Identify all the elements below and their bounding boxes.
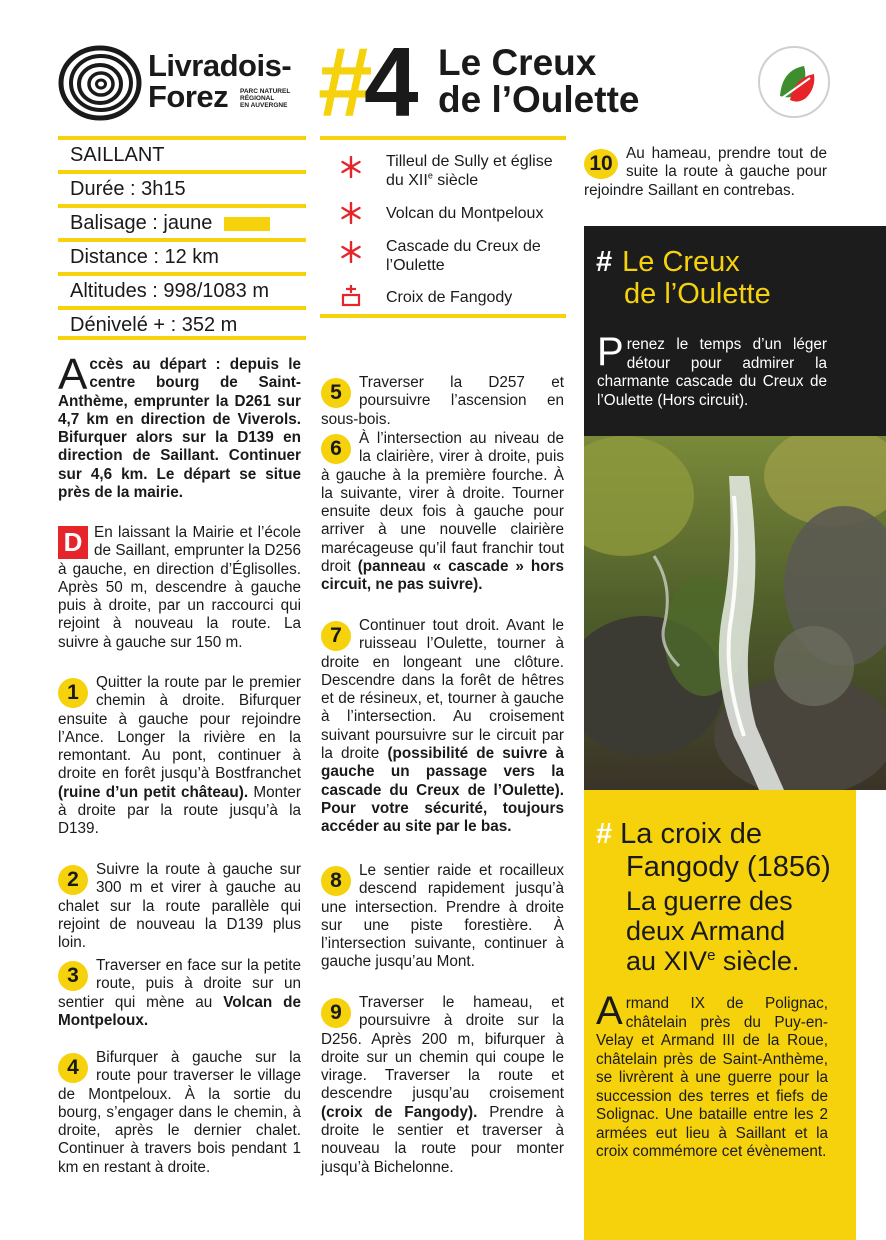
- route-title: Le Creux de l’Oulette: [438, 42, 640, 120]
- step-number: 7: [321, 621, 351, 651]
- step-number: 2: [58, 865, 88, 895]
- route-number: [318, 30, 428, 130]
- fangody-title: # La croix de Fangody (1856): [596, 818, 831, 883]
- waterfall-illustration: [584, 436, 886, 790]
- step-1: 1 Quitter la route par le premier chemin à droite. Bifurquer ensuite à gauche pour rejoindre l’Ance. Longer la rivière en la remontant. Au pont, continuer à droite en forêt jusqu’à Bostfranchet (ruine d’un petit château). Monter à droite par la route jusqu’à la D139.: [58, 674, 302, 838]
- info-elevation: Dénivelé + : 352 m: [58, 306, 306, 340]
- step-9: 9 Traverser le hameau, et poursuivre à droite sur la D256. Après 200 m, bifurquer à droite sur un chemin qui coupe le virage. Traverser la route et descendre jusqu’au croisement (croix de Fangody). Prendre à droite le sentier et traverser à nouveau la route pour monter jusqu’à Bichelonne.: [321, 994, 564, 1176]
- fangody-subtitle: La guerre des deux Armand au XIVe siècle.: [626, 886, 800, 976]
- waterfall-photo: [584, 436, 886, 790]
- route-number-digit: 4: [364, 30, 419, 130]
- park-logo-rings-icon: [58, 44, 142, 122]
- info-altitudes: Altitudes : 998/1083 m: [58, 272, 306, 306]
- step-number: 8: [321, 866, 351, 896]
- step-5: 5 Traverser la D257 et poursuivre l’ascension en sous-bois.: [321, 374, 564, 428]
- step-number: 1: [58, 678, 88, 708]
- step-2: 2 Suivre la route à gauche sur 300 m et virer à gauche au chalet sur la route parallèle qui rejoint de nouveau la D139 plus loin.: [58, 861, 301, 952]
- start-paragraph: D En laissant la Mairie et l’école de Saillant, emprunter la D256 à gauche, en direction d’Églisolles. Après 50 m, descendre à gauche puis à droite, par un raccourci qui rejoint à nouveau la route. La suivre à gauche sur 150 m.: [58, 524, 301, 651]
- step-number: 10: [584, 149, 618, 179]
- marking-color-swatch: [224, 217, 270, 231]
- access-paragraph: Accès au départ : depuis le centre bourg de Saint-Anthème, emprunter la D261 sur 4,7 km en direction de Viverols. Bifurquer alors sur la D139 en direction de Saillant. Continuer sur 4,6 km. Le départ se situe près de la mairie.: [58, 350, 301, 502]
- step-6: 6 À l’intersection au niveau de la clairière, virer à droite, puis à gauche à la première fourche. À la suivante, virer à droite. Tourner ensuite deux fois à gauche pour arriver à une nouvelle clairière marécageuse qu’il faut franchir tout droit (panneau « cascade » hors circuit, ne pas suivre).: [321, 430, 564, 594]
- oulette-title: # Le Creux de l’Oulette: [596, 246, 771, 310]
- oulette-text: Prenez le temps d’un léger détour pour admirer la charmante cascade du Creux de l’Oulette (Hors circuit).: [597, 330, 827, 409]
- department-badge: [758, 46, 830, 118]
- park-logo-subtitle: PARC NATUREL RÉGIONAL EN AUVERGNE: [240, 88, 291, 109]
- info-marking: Balisage : jaune: [58, 204, 306, 238]
- asterisk-icon: [340, 156, 362, 178]
- department-badge-icon: [760, 48, 830, 118]
- route-number-hash: #: [318, 30, 373, 130]
- asterisk-icon: [340, 241, 362, 263]
- step-8: 8 Le sentier raide et rocailleux descend rapidement jusqu’à une intersection. Prendre à droite sur une piste forestière. À l’intersection suivante, continuer à gauche jusqu’au Mont.: [321, 862, 564, 971]
- step-3: 3 Traverser en face sur la petite route, puis à droite sur un sentier qui mène au Volcan de Montpeloux.: [58, 957, 301, 1029]
- cross-icon: [340, 285, 362, 307]
- step-10: 10 Au hameau, prendre tout de suite la route à gauche pour rejoindre Saillant en contrebas.: [584, 145, 827, 199]
- step-number: 4: [58, 1053, 88, 1083]
- asterisk-icon: [340, 202, 362, 224]
- info-place: SAILLANT: [58, 136, 306, 170]
- poi-legend: Tilleul de Sully et église du XIIe siècle Volcan du Montpeloux Cascade du Creux de l’Oulette Croix de Fangody: [320, 136, 566, 318]
- step-4: 4 Bifurquer à gauche sur la route pour traverser le village de Montpeloux. À la sortie du bourg, s’engager dans le chemin, à droite, après le dernier chalet. Continuer à travers bois pendant 1 km en restant à droite.: [58, 1049, 301, 1176]
- park-logo-text: Livradois- Forez: [148, 48, 292, 114]
- step-number: 9: [321, 998, 351, 1028]
- start-marker: D: [58, 526, 88, 559]
- route-info: [58, 136, 306, 340]
- step-number: 5: [321, 378, 351, 408]
- step-number: 6: [321, 434, 351, 464]
- step-number: 3: [58, 961, 88, 991]
- fangody-text: Armand IX de Polignac, châtelain près du Puy-en-Velay et Armand III de la Roue, châtelain près de Saint-Anthème, se livrèrent à une guerre pour la succession des terres et fiefs de Solignac. Une bataille entre les 2 armées eut lieu à Saillant et la croix commémore cet évènement.: [596, 989, 828, 1160]
- info-distance: Distance : 12 km: [58, 238, 306, 272]
- step-7: 7 Continuer tout droit. Avant le ruisseau l’Oulette, tourner à droite en longeant une clôture. Descendre dans la forêt de hêtres et de résineux, et, tourner à gauche à l’intersection. Au croisement suivant poursuivre sur le circuit par la droite (possibilité de suivre à gauche un passage vers la cascade du Creux de l’Oulette). Pour votre sécurité, toujours accéder au site par le bas.: [321, 617, 565, 836]
- info-duration: Durée : 3h15: [58, 170, 306, 204]
